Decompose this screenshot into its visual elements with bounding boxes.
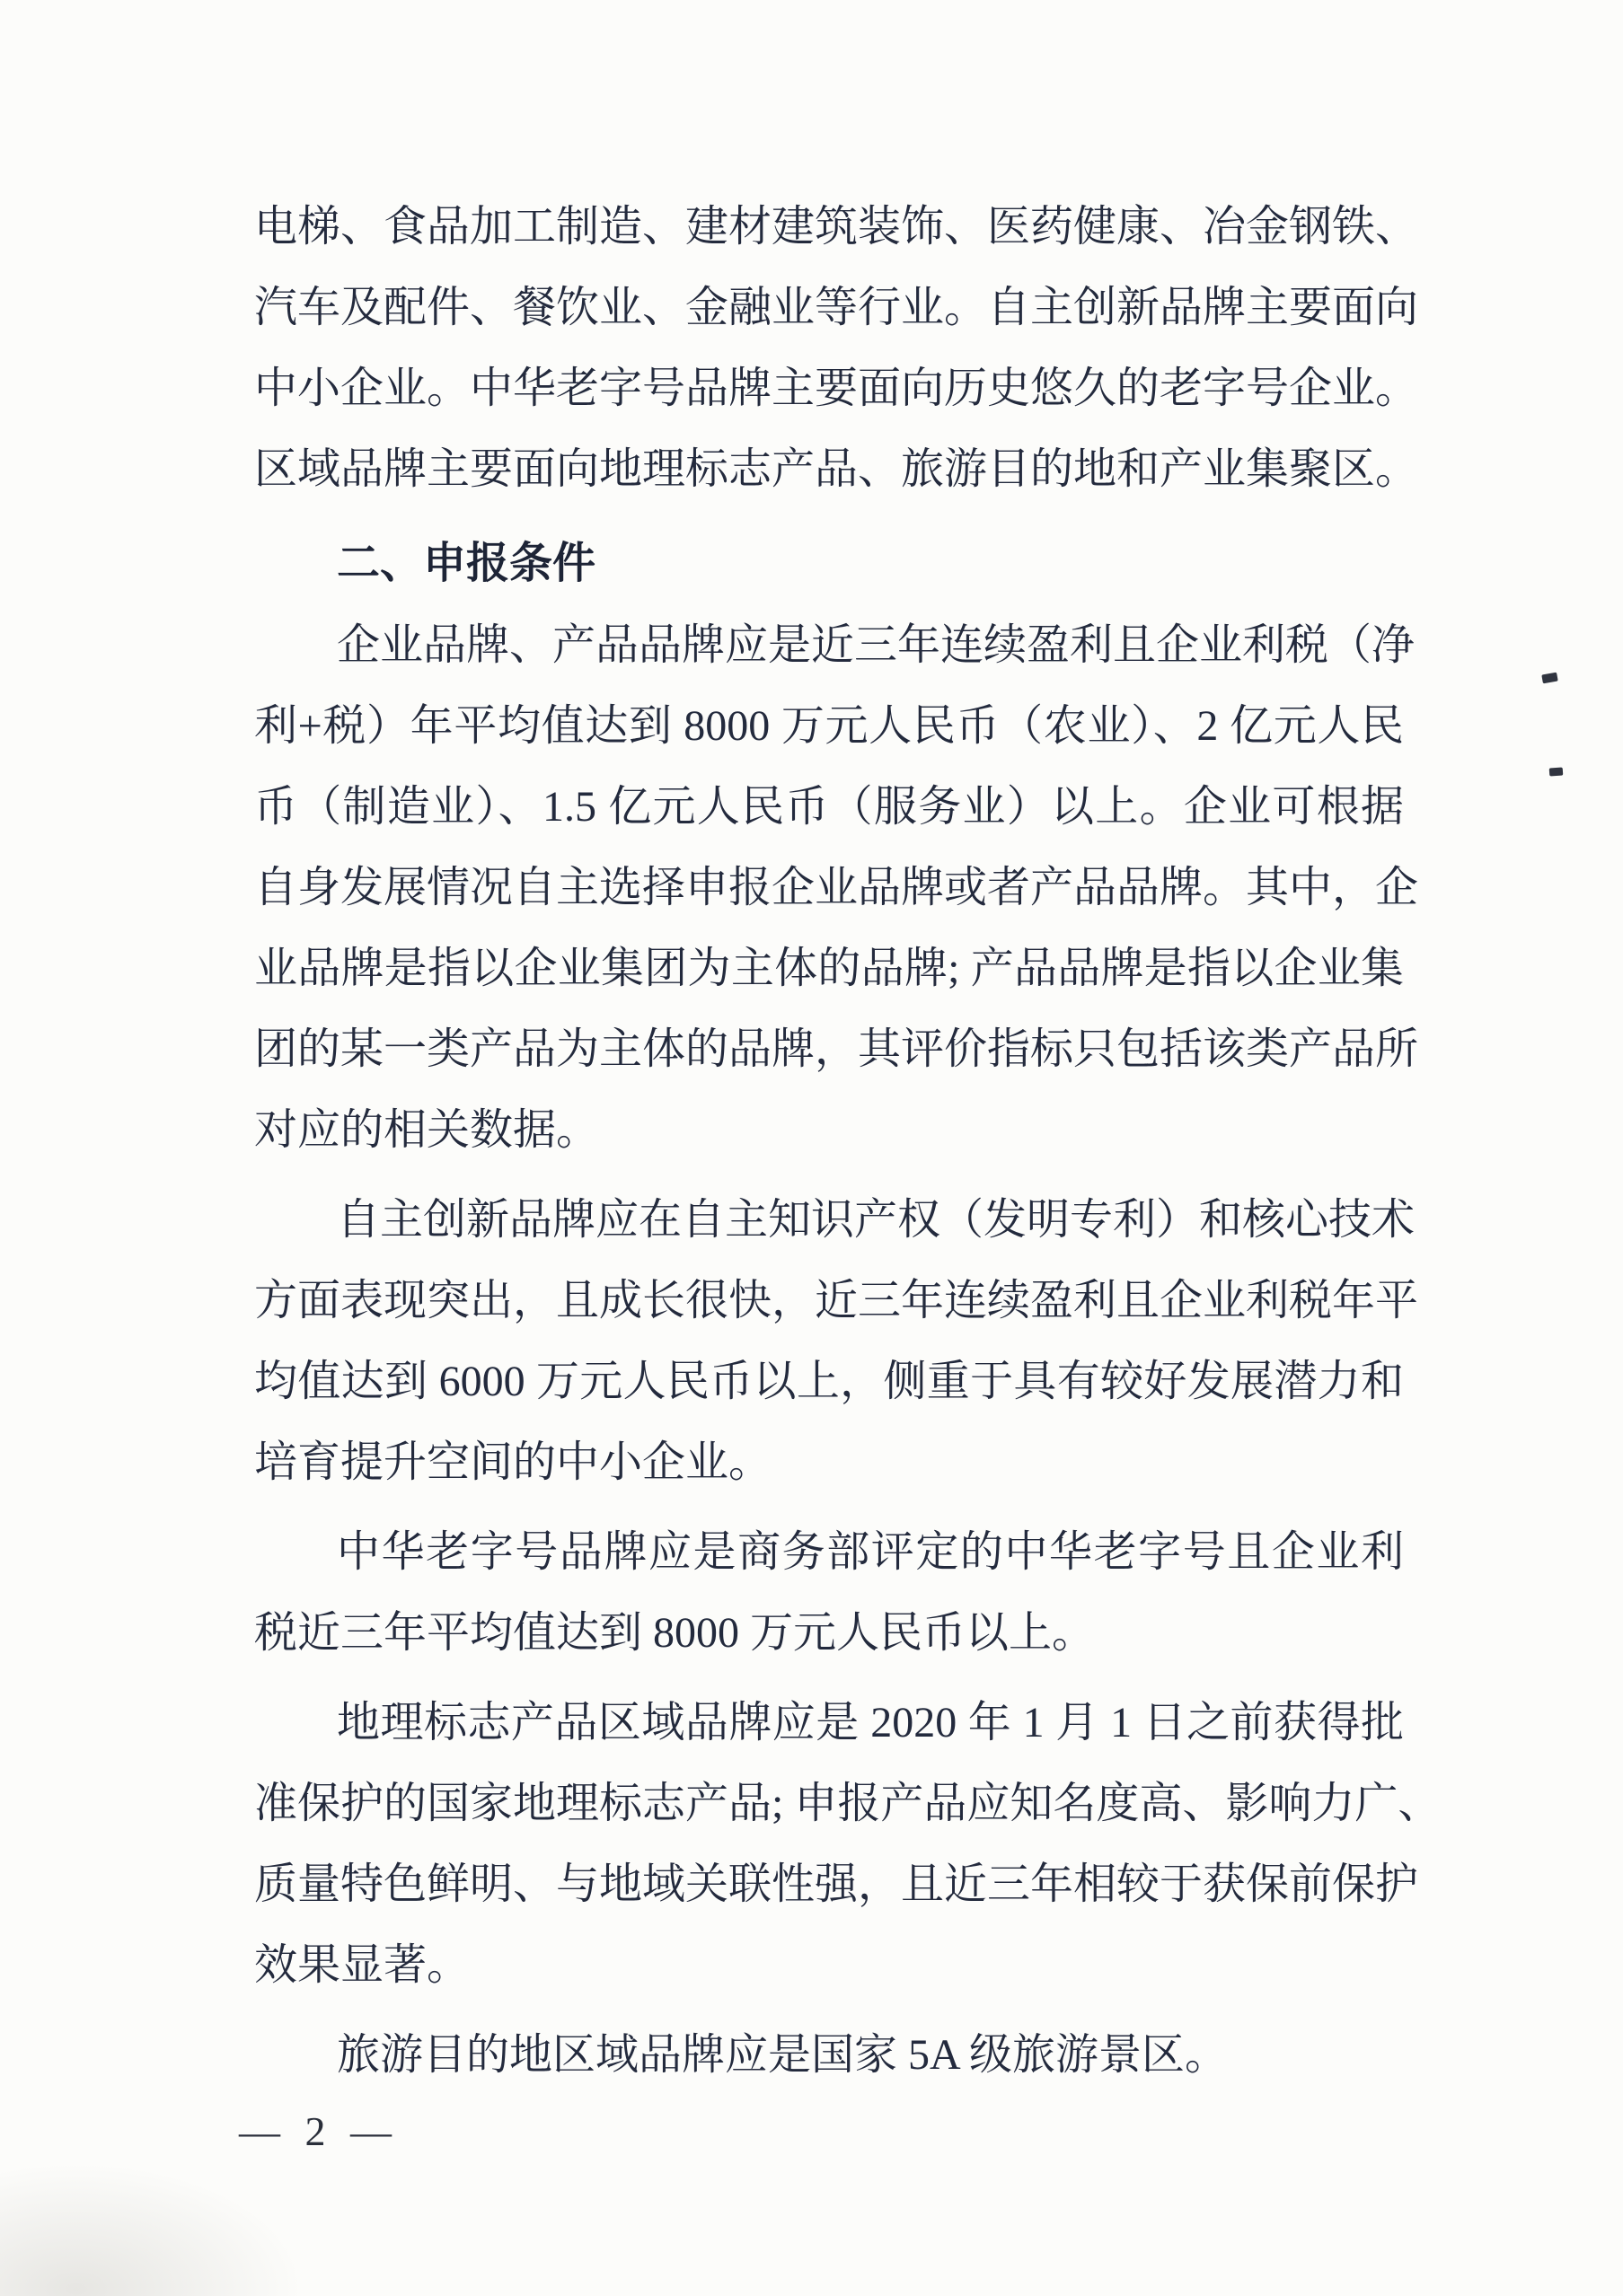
text-line: 方面表现突出，且成长很快，近三年连续盈利且企业利税年平 [254,1277,1419,1324]
text-line: 准保护的国家地理标志产品; 申报产品应知名度高、影响力广、 [254,1780,1442,1827]
scan-mark [1549,767,1564,776]
text-line: 培育提升空间的中小企业。 [254,1438,772,1486]
text-line: 税近三年平均值达到 8000 万元人民币以上。 [254,1609,1096,1657]
text-line: 质量特色鲜明、与地域关联性强，且近三年相较于获保前保护 [254,1861,1419,1908]
text-line: 均值达到 6000 万元人民币以上，侧重于具有较好发展潜力和 [254,1358,1404,1405]
page-number: — 2 — [239,2108,399,2154]
text-line: 地理标志产品区域品牌应是 2020 年 1 月 1 日之前获得批 [337,1699,1404,1746]
scan-smudge [0,2161,305,2296]
text-line: 汽车及配件、餐饮业、金融业等行业。自主创新品牌主要面向 [254,284,1419,331]
text-line: 币（制造业）、1.5 亿元人民币（服务业）以上。企业可根据 [254,783,1404,831]
text-line: 旅游目的地区域品牌应是国家 5A 级旅游景区。 [337,2031,1229,2079]
section-heading: 二、申报条件 [337,540,596,587]
document-body [254,187,1442,2096]
text-line: 对应的相关数据。 [254,1106,600,1154]
text-line: 自主创新品牌应在自主知识产权（发明专利）和核心技术 [337,1196,1416,1244]
text-line: 区域品牌主要面向地理标志产品、旅游目的地和产业集聚区。 [254,445,1419,493]
text-line: 效果显著。 [254,1941,471,1989]
text-line: 团的某一类产品为主体的品牌，其评价指标只包括该类产品所 [254,1025,1419,1073]
scan-mark [1541,673,1557,684]
text-line: 利+税）年平均值达到 8000 万元人民币（农业）、2 亿元人民 [254,702,1404,750]
text-line: 自身发展情况自主选择申报企业品牌或者产品品牌。其中，企 [254,864,1419,911]
text-line: 电梯、食品加工制造、建材建筑装饰、医药健康、冶金钢铁、 [254,203,1419,251]
text-line: 业品牌是指以企业集团为主体的品牌; 产品品牌是指以企业集 [254,945,1404,992]
text-line: 中华老字号品牌应是商务部评定的中华老字号且企业利 [337,1528,1404,1576]
text-line: 中小企业。中华老字号品牌主要面向历史悠久的老字号企业。 [254,365,1419,412]
text-line: 企业品牌、产品品牌应是近三年连续盈利且企业利税（净 [337,621,1416,669]
